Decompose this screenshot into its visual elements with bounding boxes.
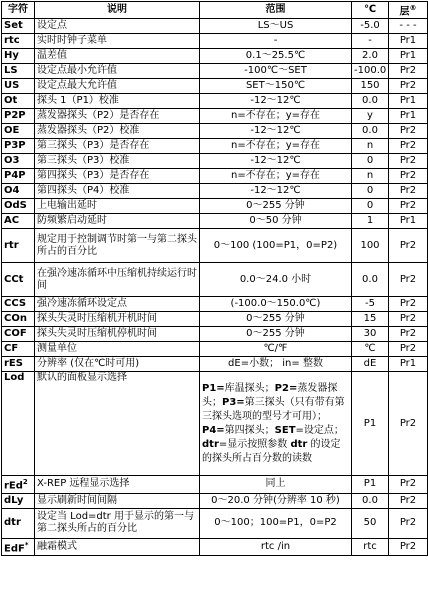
param-range: - — [200, 34, 352, 49]
param-range: 0～50 分钟 — [200, 214, 352, 229]
param-range: -12～12℃ — [200, 94, 352, 109]
param-code-text: P4P — [4, 170, 26, 182]
param-default: P1 — [352, 372, 389, 476]
param-description: 显示刷新时间间隔 — [35, 493, 200, 508]
lod-option-text: 库温探头； — [224, 382, 275, 394]
param-description: 设定当 Lod=dtr 用于显示的第一与第二探头所占的百分比 — [35, 508, 200, 538]
table-row — [2, 124, 428, 139]
table-row — [2, 139, 428, 154]
param-range: -100℃～SET — [200, 64, 352, 79]
lod-option-key: SET — [274, 424, 296, 436]
param-code-text: Set — [4, 20, 23, 32]
param-default: ℃ — [352, 342, 389, 357]
param-code-text: P2P — [4, 110, 26, 122]
param-level: Pr2 — [389, 229, 428, 263]
table-row — [2, 19, 428, 34]
param-code-text: Lod — [4, 372, 25, 384]
param-default: P1 — [352, 476, 389, 493]
table-row — [2, 34, 428, 49]
param-code — [2, 79, 35, 94]
param-code-text: Ot — [4, 95, 18, 107]
param-level: Pr2 — [389, 372, 428, 476]
param-description: 第三探头（P3）是否存在 — [35, 139, 200, 154]
lod-option-key: P2= — [274, 382, 298, 394]
table-row — [2, 312, 428, 327]
param-level: Pr2 — [389, 476, 428, 493]
param-level: Pr2 — [389, 199, 428, 214]
param-code-sup: 2 — [22, 478, 28, 487]
param-range: 0～255 分钟 — [200, 199, 352, 214]
param-description: 设定点最大允许值 — [35, 79, 200, 94]
param-code-text: rEd — [4, 480, 23, 492]
param-level: Pr1 — [389, 357, 428, 372]
param-range: 0.0～24.0 小时 — [200, 263, 352, 297]
param-code-text: dtr — [4, 517, 21, 529]
lod-option-text: 的设定的探头所占百分数的读数 — [202, 438, 341, 464]
table-row — [2, 297, 428, 312]
param-level: Pr2 — [389, 297, 428, 312]
param-default: rtc — [352, 538, 389, 555]
param-description: 设定点最小允许值 — [35, 64, 200, 79]
param-description: 探头失灵时压缩机开机时间 — [35, 312, 200, 327]
param-range: 0～100 (100=P1，0=P2) — [200, 229, 352, 263]
param-description: 蒸发器探头（P2）是否存在 — [35, 109, 200, 124]
param-code-text: rES — [4, 358, 23, 370]
param-code — [2, 184, 35, 199]
table-row — [2, 342, 428, 357]
param-default: 1 — [352, 214, 389, 229]
param-code — [2, 263, 35, 297]
table-row — [2, 229, 428, 263]
param-description: 分辨率 (仅在℃时可用) — [35, 357, 200, 372]
param-code — [2, 538, 35, 555]
param-description: 探头失灵时压缩机停机时间 — [35, 327, 200, 342]
param-code — [2, 169, 35, 184]
param-default: 30 — [352, 327, 389, 342]
param-level: Pr2 — [389, 169, 428, 184]
table-row — [2, 538, 428, 555]
lod-option-key: dtr — [202, 438, 219, 450]
header-level-label: 层 — [399, 6, 410, 18]
param-default: 0 — [352, 199, 389, 214]
param-description: X-REP 远程显示选择 — [35, 476, 200, 493]
param-default: 0.0 — [352, 493, 389, 508]
param-range: 0～255 分钟 — [200, 312, 352, 327]
param-description: 第四探头（P4）校准 — [35, 184, 200, 199]
table-row — [2, 94, 428, 109]
param-description: 设定点 — [35, 19, 200, 34]
param-level: Pr1 — [389, 109, 428, 124]
param-code — [2, 327, 35, 342]
param-code-text: rtr — [4, 239, 19, 251]
table-row — [2, 214, 428, 229]
table-row — [2, 79, 428, 94]
param-range: dE=小数； in= 整数 — [200, 357, 352, 372]
table-row — [2, 327, 428, 342]
param-range: -12～12℃ — [200, 184, 352, 199]
param-default: n — [352, 169, 389, 184]
param-range: (-100.0～150.0℃) — [200, 297, 352, 312]
param-description: 上电输出延时 — [35, 199, 200, 214]
param-description: 强冷速冻循环设定点 — [35, 297, 200, 312]
param-level: Pr1 — [389, 94, 428, 109]
table-row — [2, 49, 428, 64]
param-code-text: CCS — [4, 298, 27, 310]
param-code — [2, 49, 35, 64]
param-code-text: rtc — [4, 35, 20, 47]
param-code — [2, 34, 35, 49]
param-range: n=不存在；y=存在 — [200, 109, 352, 124]
param-description: 探头 1（P1）校准 — [35, 94, 200, 109]
param-code — [2, 124, 35, 139]
param-code-text: US — [4, 80, 20, 92]
param-code — [2, 94, 35, 109]
table-row — [2, 154, 428, 169]
param-description: 温差值 — [35, 49, 200, 64]
param-default: 0.0 — [352, 124, 389, 139]
param-level: Pr2 — [389, 79, 428, 94]
table-header-row — [2, 2, 428, 19]
param-level: Pr1 — [389, 49, 428, 64]
header-level — [389, 2, 428, 19]
param-level: Pr2 — [389, 342, 428, 357]
param-default: -5.0 — [352, 19, 389, 34]
param-level: Pr2 — [389, 263, 428, 297]
param-code — [2, 214, 35, 229]
table-row — [2, 357, 428, 372]
param-range: 0～100；100=P1，0=P2 — [200, 508, 352, 538]
lod-option-text: 第三探头（只有带有第三探头选项的型号才可用）； — [202, 396, 345, 422]
param-default: 100 — [352, 229, 389, 263]
param-range: LS～US — [200, 19, 352, 34]
param-range: -12～12℃ — [200, 154, 352, 169]
table-row — [2, 493, 428, 508]
param-default: dE — [352, 357, 389, 372]
param-level: Pr1 — [389, 214, 428, 229]
param-code-text: OdS — [4, 200, 27, 212]
param-level: Pr2 — [389, 184, 428, 199]
param-level: Pr2 — [389, 154, 428, 169]
param-level: Pr2 — [389, 64, 428, 79]
header-description: 说明 — [35, 2, 200, 19]
param-code-text: LS — [4, 65, 18, 77]
param-code — [2, 357, 35, 372]
table-row-lod — [2, 372, 428, 476]
param-default: 0 — [352, 154, 389, 169]
lod-option-key: dtr — [290, 438, 308, 450]
param-default: 150 — [352, 79, 389, 94]
param-level: Pr2 — [389, 327, 428, 342]
param-code-text: dLy — [4, 494, 24, 506]
param-code-text: Hy — [4, 50, 19, 62]
param-code-text: OE — [4, 125, 20, 137]
param-level: Pr2 — [389, 312, 428, 327]
lod-option-key: P1= — [202, 382, 225, 394]
param-level: Pr2 — [389, 124, 428, 139]
param-range: 0.1～25.5℃ — [200, 49, 352, 64]
param-code — [2, 372, 35, 476]
lod-option-text: 蒸发器探头； — [202, 382, 338, 408]
param-level: Pr2 — [389, 538, 428, 555]
table-row — [2, 184, 428, 199]
param-code-text: O3 — [4, 155, 20, 167]
table-row — [2, 64, 428, 79]
param-range-lod — [200, 372, 352, 476]
table-row — [2, 263, 428, 297]
param-code — [2, 476, 35, 493]
lod-option-key: P3= — [222, 396, 245, 408]
param-code-text: P3P — [4, 140, 26, 152]
param-default: -5 — [352, 297, 389, 312]
param-description: 测量单位 — [35, 342, 200, 357]
param-range: -12～12℃ — [200, 124, 352, 139]
param-level: Pr2 — [389, 139, 428, 154]
table-row — [2, 199, 428, 214]
param-code — [2, 199, 35, 214]
param-default: -100.0 — [352, 64, 389, 79]
param-code — [2, 154, 35, 169]
param-code-text: CF — [4, 343, 19, 355]
param-default: - — [352, 34, 389, 49]
param-range: n=不存在；y=存在 — [200, 139, 352, 154]
table-row — [2, 109, 428, 124]
lod-option-key: P4= — [202, 424, 225, 436]
param-range: ℃/℉ — [200, 342, 352, 357]
param-default: 0 — [352, 184, 389, 199]
parameter-table — [1, 1, 428, 556]
header-level-mark: ® — [409, 4, 417, 12]
header-default: ℃ — [352, 2, 389, 19]
param-code — [2, 19, 35, 34]
param-level: Pr1 — [389, 34, 428, 49]
param-code-text: AC — [4, 215, 20, 227]
param-code — [2, 297, 35, 312]
param-range: 0～20.0 分钟(分辨率 10 秒) — [200, 493, 352, 508]
table-row — [2, 169, 428, 184]
param-default: 0.0 — [352, 94, 389, 109]
param-default: 15 — [352, 312, 389, 327]
param-default: n — [352, 139, 389, 154]
param-level: Pr2 — [389, 508, 428, 538]
param-description: 在强冷速冻循环中压缩机持续运行时间 — [35, 263, 200, 297]
param-default: 0.0 — [352, 263, 389, 297]
param-code-text: COF — [4, 328, 27, 340]
param-code-text: EdF — [4, 542, 25, 554]
param-code — [2, 508, 35, 538]
param-code — [2, 229, 35, 263]
param-range: rtc /in — [200, 538, 352, 555]
param-description: 蒸发器探头（P2）校准 — [35, 124, 200, 139]
param-code — [2, 342, 35, 357]
param-code — [2, 109, 35, 124]
table-body — [2, 19, 428, 556]
param-level: Pr2 — [389, 493, 428, 508]
param-code-text: O4 — [4, 185, 20, 197]
table-row — [2, 476, 428, 493]
header-code: 字符 — [2, 2, 35, 19]
param-default: 50 — [352, 508, 389, 538]
param-level: - - - — [389, 19, 428, 34]
param-code-text: COn — [4, 313, 27, 325]
param-range: SET～150℃ — [200, 79, 352, 94]
param-code-text: CCt — [4, 273, 24, 285]
param-range: 0～255 分钟 — [200, 327, 352, 342]
param-code-sup: * — [24, 540, 29, 549]
param-description: 第四探头（P3）是否存在 — [35, 169, 200, 184]
param-default: y — [352, 109, 389, 124]
param-default: 2.0 — [352, 49, 389, 64]
param-description: 默认的面板显示选择 — [35, 372, 200, 476]
param-code — [2, 139, 35, 154]
param-description: 防频繁启动延时 — [35, 214, 200, 229]
param-range: 同上 — [200, 476, 352, 493]
param-range: n=不存在；y=存在 — [200, 169, 352, 184]
lod-option-text: 第四探头； — [224, 424, 275, 436]
lod-option-text: =显示按照参数 — [218, 438, 291, 450]
param-description: 规定用于控制调节时第一与第二探头所占的百分比 — [35, 229, 200, 263]
param-code — [2, 312, 35, 327]
param-description: 融霜模式 — [35, 538, 200, 555]
param-code — [2, 64, 35, 79]
header-range: 范围 — [200, 2, 352, 19]
table-row — [2, 508, 428, 538]
param-description: 实时时钟子菜单 — [35, 34, 200, 49]
lod-option-text: =设定点； — [295, 424, 344, 436]
param-code — [2, 493, 35, 508]
param-description: 第三探头（P3）校准 — [35, 154, 200, 169]
